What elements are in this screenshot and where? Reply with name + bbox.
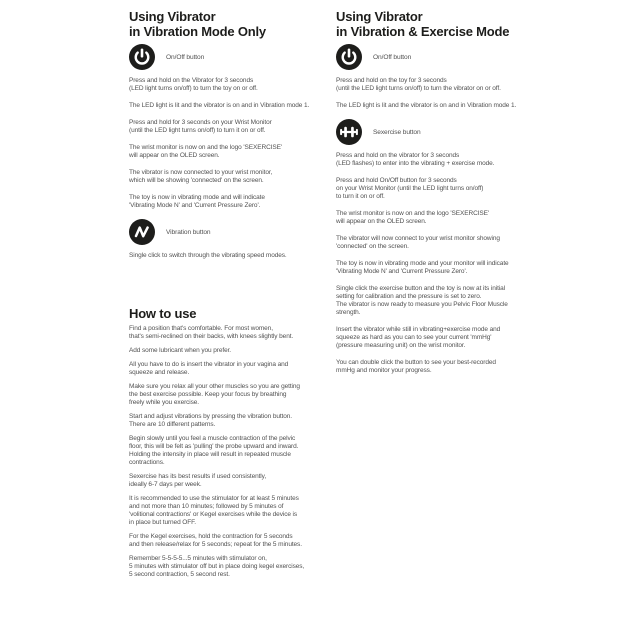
paragraph: Single click to switch through the vibrating speed modes.: [129, 252, 287, 259]
paragraph: The wrist monitor is now on and the logo 'SEXERCISE' will appear on the OLED screen.: [129, 144, 282, 159]
paragraph: Sexercise has its best results if used consistently, ideally 6-7 days per week.: [129, 473, 267, 488]
paragraph: Press and hold on the Vibrator for 3 seconds (LED light turns on/off) to turn the toy on or off.: [129, 77, 258, 92]
power-icon: [129, 44, 155, 70]
onoff-button-label: On/Off button: [166, 53, 205, 61]
paragraph: Insert the vibrator while still in vibrating+exercise mode and squeeze as hard as you can to see your current 'mmHg' (pressure measuring unit) on the wrist monitor.: [336, 326, 501, 349]
paragraph: Add some lubricant when you prefer.: [129, 347, 232, 354]
power-icon: [336, 44, 362, 70]
paragraph: The LED light is lit and the vibrator is on and in Vibration mode 1.: [336, 102, 517, 109]
paragraph: Single click the exercise button and the toy is now at its initial setting for calibration and the pressure is set to zero. The vibrator is now ready to measure you Pelvic Floor Muscle strength.: [336, 285, 508, 316]
paragraph: The vibrator will now connect to your wrist monitor showing 'connected' on the screen.: [336, 235, 500, 250]
dumbbell-icon: [336, 119, 362, 145]
sexercise-button-label: Sexercise button: [373, 128, 421, 136]
heading-vibration-mode-only: Using Vibrator in Vibration Mode Only: [129, 9, 266, 39]
paragraph: It is recommended to use the stimulator for at least 5 minutes and not more than 10 minutes; followed by 5 minutes of 'volitional contractions' or Kegel exercises while the device is in place but turned OFF.: [129, 495, 299, 526]
paragraph: Find a position that's comfortable. For most women, that's semi-reclined on their backs, with knees slightly bent.: [129, 325, 294, 340]
paragraph: Begin slowly until you feel a muscle contraction of the pelvic floor, this will be felt as 'pulling' the probe upward and inward. Holding the intensity in place will result in repeated muscle contractions.: [129, 435, 299, 466]
paragraph: Press and hold for 3 seconds on your Wrist Monitor (until the LED light turns on/off) to turn it on or off.: [129, 119, 272, 134]
paragraph: The vibrator is now connected to your wrist monitor, which will be showing 'connected' on the screen.: [129, 169, 273, 184]
paragraph: Remember 5-5-5-5...5 minutes with stimulator on, 5 minutes with stimulator off but in place doing kegel exercises, 5 second contraction, 5 second rest.: [129, 555, 305, 578]
paragraph: Make sure you relax all your other muscles so you are getting the best exercise possible. Keep your focus by breathing freely while you exercise.: [129, 383, 300, 406]
vibration-button-row: [129, 219, 335, 245]
vibration-icon: [129, 219, 155, 245]
left-column: [129, 9, 335, 585]
right-column: [336, 9, 560, 384]
paragraph: The toy is now in vibrating mode and your monitor will indicate 'Vibrating Mode N' and 'Current Pressure Zero'.: [336, 260, 509, 275]
onoff-button-label: On/Off button: [373, 53, 412, 61]
paragraph: Press and hold on the toy for 3 seconds (until the LED light turns on/off) to turn the vibrator on or off.: [336, 77, 501, 92]
sexercise-button-row: [336, 119, 560, 145]
paragraph: For the Kegel exercises, hold the contraction for 5 seconds and then release/relax for 5 seconds; repeat for the 5 minutes.: [129, 533, 302, 548]
paragraph: The LED light is lit and the vibrator is on and in Vibration mode 1.: [129, 102, 310, 109]
paragraph: All you have to do is insert the vibrator in your vagina and squeeze and release.: [129, 361, 289, 376]
onoff-button-row-left: [129, 44, 335, 70]
paragraph: You can double click the button to see your best-recorded mmHg and monitor your progress.: [336, 359, 496, 374]
heading-vibration-exercise-mode: Using Vibrator in Vibration & Exercise Mode: [336, 9, 510, 39]
paragraph: The toy is now in vibrating mode and will indicate 'Vibrating Mode N' and 'Current Pressure Zero'.: [129, 194, 265, 209]
paragraph: Press and hold On/Off button for 3 seconds on your Wrist Monitor (until the LED light turns on/off) to turn it on or off.: [336, 177, 484, 200]
paragraph: Press and hold on the vibrator for 3 seconds (LED flashes) to enter into the vibrating + exercise mode.: [336, 152, 495, 167]
paragraph: The wrist monitor is now on and the logo 'SEXERCISE' will appear on the OLED screen.: [336, 210, 489, 225]
onoff-button-row-right: [336, 44, 560, 70]
vibration-button-label: Vibration button: [166, 228, 211, 236]
how-to-use-heading: How to use: [129, 306, 197, 321]
paragraph: Start and adjust vibrations by pressing the vibration button. There are 10 different patterns.: [129, 413, 292, 428]
